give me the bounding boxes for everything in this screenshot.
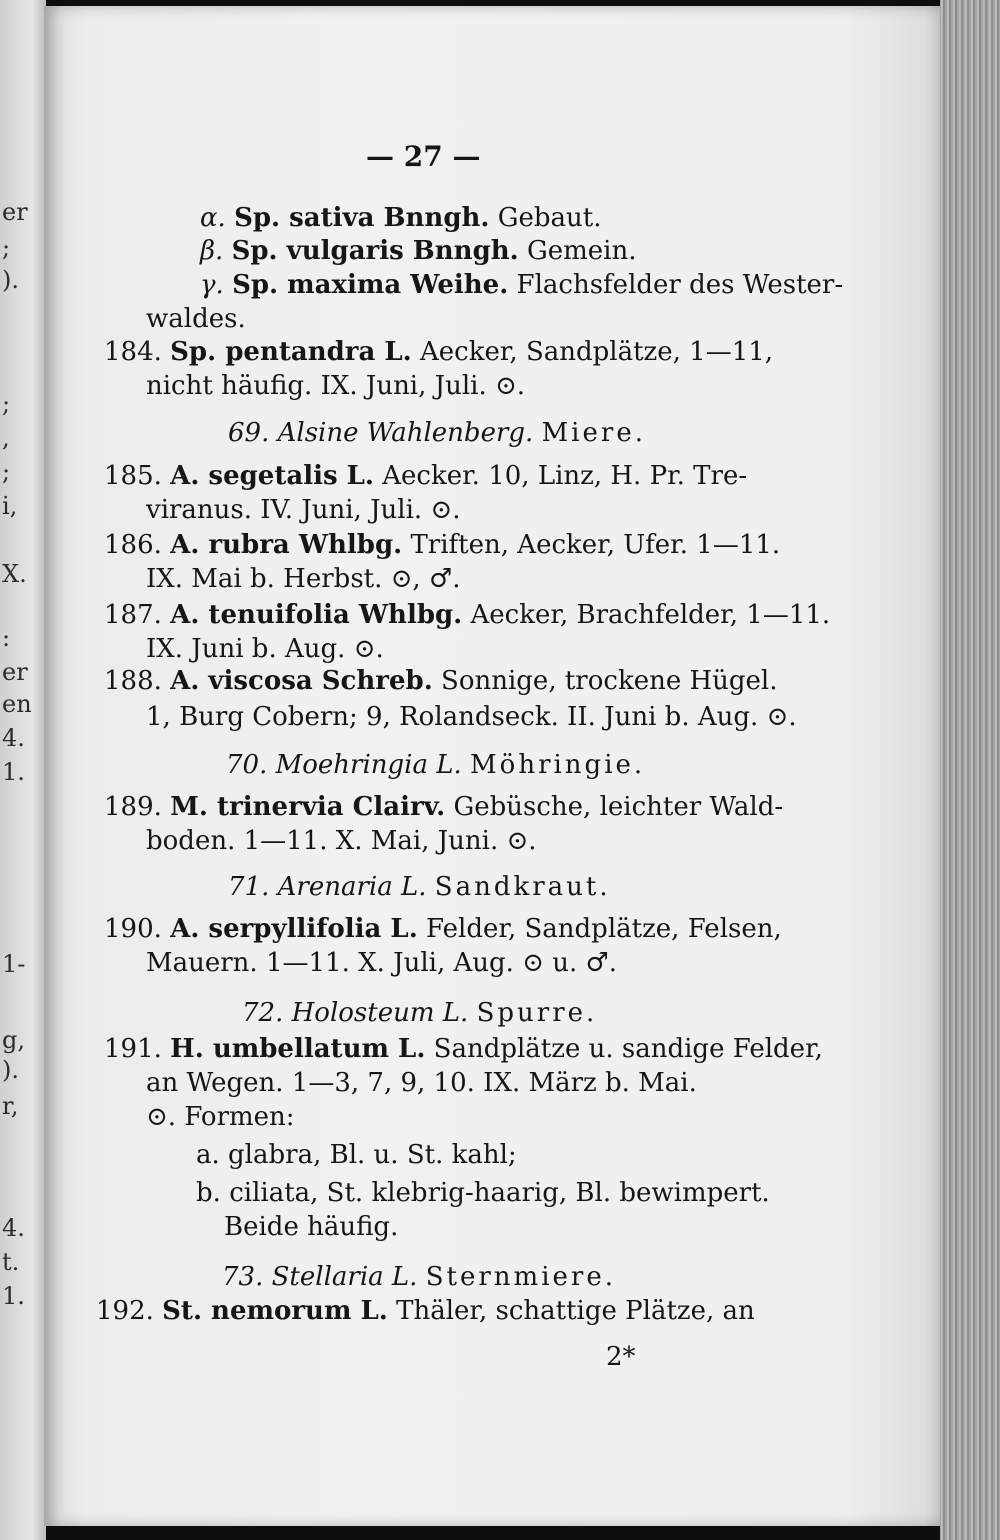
german-name: Möhringie.: [470, 750, 646, 780]
prev-page-fragment: X.: [2, 560, 27, 588]
genus-heading-70: [226, 750, 645, 780]
german-name: Sternmiere.: [425, 1262, 616, 1292]
form-text: ciliata, St. klebrig-haarig, Bl. bewimpert.: [229, 1178, 770, 1208]
habitat-text: Gebaut.: [497, 203, 602, 233]
entry-number: 187.: [104, 600, 162, 630]
species-entry-191: [104, 1034, 823, 1064]
genus-heading-71: [228, 872, 611, 902]
habitat-text: Gemein.: [526, 236, 637, 266]
species-entry-186: [104, 530, 780, 560]
prev-page-fragment: er: [2, 198, 28, 226]
entry-continuation: IX. Mai b. Herbst. ⊙, ♂.: [146, 564, 461, 594]
genus-number: 73.: [222, 1262, 264, 1292]
variety-entry-gamma: [200, 270, 843, 300]
prev-page-fragment: ;: [2, 234, 11, 262]
habitat-text: Flachsfelder des Wester-: [516, 270, 844, 300]
taxon-name: Sp. pentandra L.: [170, 337, 412, 367]
entry-continuation: an Wegen. 1—3, 7, 9, 10. IX. März b. Mai.: [146, 1068, 697, 1098]
entry-continuation: IX. Juni b. Aug. ⊙.: [146, 634, 384, 664]
species-entry-188: [104, 666, 778, 696]
prev-page-fragment: ;: [2, 390, 11, 418]
prev-page-fragment: i,: [2, 492, 18, 520]
prev-page-fragment: r,: [2, 1092, 19, 1120]
taxon-name: A. viscosa Schreb.: [170, 666, 433, 696]
genus-heading-72: [242, 998, 597, 1028]
german-name: Miere.: [541, 418, 646, 448]
taxon-name: St. nemorum L.: [162, 1296, 388, 1326]
form-entry-a: [196, 1140, 517, 1170]
variety-entry-beta: [200, 236, 637, 266]
entry-continuation: boden. 1—11. X. Mai, Juni. ⊙.: [146, 826, 537, 856]
entry-continuation: Mauern. 1—11. X. Juli, Aug. ⊙ u. ♂.: [146, 948, 618, 978]
signature-mark: 2*: [606, 1342, 636, 1372]
genus-name: Holosteum L.: [291, 998, 469, 1028]
prev-page-fragment: g,: [2, 1026, 25, 1054]
habitat-text: Gebüsche, leichter Wald-: [453, 792, 784, 822]
prev-page-fragment: :: [2, 624, 11, 652]
entry-number: 191.: [104, 1034, 162, 1064]
habitat-text: Aecker, Sandplätze, 1—11,: [419, 337, 774, 367]
page-number: — 27 —: [366, 140, 481, 173]
entry-number: 189.: [104, 792, 162, 822]
taxon-name: Sp. maxima Weihe.: [232, 270, 509, 300]
taxon-name: A. serpyllifolia L.: [170, 914, 418, 944]
page-stack-edge: [940, 0, 1000, 1540]
entry-number: 184.: [104, 337, 162, 367]
species-entry-187: [104, 600, 830, 630]
prev-page-fragment: 1.: [2, 758, 25, 786]
species-entry-184: [104, 337, 773, 367]
variety-marker: α.: [200, 203, 226, 233]
genus-heading-73: [222, 1262, 616, 1292]
species-entry-185: [104, 461, 747, 491]
prev-page-fragment: ,: [2, 424, 10, 452]
genus-name: Stellaria L.: [271, 1262, 418, 1292]
habitat-text: Aecker. 10, Linz, H. Pr. Tre-: [382, 461, 748, 491]
form-text: glabra, Bl. u. St. kahl;: [228, 1140, 517, 1170]
taxon-name: Sp. vulgaris Bnngh.: [231, 236, 519, 266]
genus-number: 70.: [226, 750, 268, 780]
habitat-text: Felder, Sandplätze, Felsen,: [426, 914, 782, 944]
taxon-name: A. rubra Whlbg.: [170, 530, 403, 560]
prev-page-fragment: er: [2, 658, 28, 686]
taxon-name: Sp. sativa Bnngh.: [234, 203, 490, 233]
genus-name: Moehringia L.: [275, 750, 462, 780]
genus-number: 69.: [228, 418, 270, 448]
habitat-text: Thäler, schattige Plätze, an: [396, 1296, 755, 1326]
entry-continuation: viranus. IV. Juni, Juli. ⊙.: [146, 495, 461, 525]
entry-number: 190.: [104, 914, 162, 944]
taxon-name: H. umbellatum L.: [170, 1034, 426, 1064]
previous-page-edge: [0, 0, 46, 1540]
genus-name: Alsine Wahlenberg.: [277, 418, 534, 448]
german-name: Spurre.: [476, 998, 598, 1028]
entry-continuation: 1, Burg Cobern; 9, Rolandseck. II. Juni b. Aug. ⊙.: [146, 702, 797, 732]
species-entry-189: [104, 792, 783, 822]
entry-continuation: Beide häufig.: [224, 1212, 399, 1242]
habitat-text: Aecker, Brachfelder, 1—11.: [470, 600, 831, 630]
entry-continuation: nicht häufig. IX. Juni, Juli. ⊙.: [146, 371, 526, 401]
habitat-text: Sonnige, trockene Hügel.: [441, 666, 778, 696]
prev-page-fragment: t.: [2, 1248, 20, 1276]
prev-page-fragment: en: [2, 690, 32, 718]
german-name: Sandkraut.: [434, 872, 611, 902]
entry-continuation: waldes.: [146, 304, 246, 334]
genus-heading-69: [228, 418, 646, 448]
species-entry-192: [96, 1296, 755, 1326]
habitat-text: Sandplätze u. sandige Felder,: [433, 1034, 823, 1064]
genus-number: 72.: [242, 998, 284, 1028]
prev-page-fragment: ;: [2, 458, 11, 486]
variety-marker: β.: [200, 236, 224, 266]
prev-page-fragment: 1-: [2, 950, 26, 978]
entry-number: 185.: [104, 461, 162, 491]
variety-marker: γ.: [200, 270, 224, 300]
genus-name: Arenaria L.: [277, 872, 427, 902]
form-entry-b: [196, 1178, 770, 1208]
taxon-name: A. tenuifolia Whlbg.: [170, 600, 463, 630]
entry-number: 186.: [104, 530, 162, 560]
prev-page-fragment: 4.: [2, 1214, 25, 1242]
form-marker: a.: [196, 1140, 220, 1170]
habitat-text: Triften, Aecker, Ufer. 1—11.: [410, 530, 781, 560]
taxon-name: M. trinervia Clairv.: [170, 792, 446, 822]
species-entry-190: [104, 914, 782, 944]
entry-number: 192.: [96, 1296, 154, 1326]
genus-number: 71.: [228, 872, 270, 902]
entry-number: 188.: [104, 666, 162, 696]
prev-page-fragment: ).: [2, 1056, 19, 1084]
prev-page-fragment: 1.: [2, 1282, 25, 1310]
form-marker: b.: [196, 1178, 221, 1208]
prev-page-fragment: 4.: [2, 724, 25, 752]
taxon-name: A. segetalis L.: [170, 461, 374, 491]
prev-page-fragment: ).: [2, 266, 19, 294]
variety-entry-alpha: [200, 203, 601, 233]
entry-continuation: ⊙. Formen:: [146, 1102, 295, 1132]
